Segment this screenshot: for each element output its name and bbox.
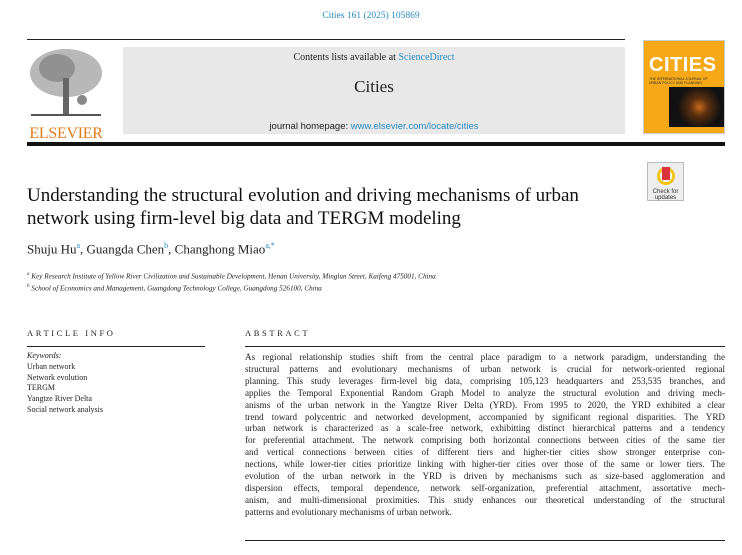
article-title: Understanding the structural evolution and driving mechanisms of urban network using firm-level big data and TERGM modeling [27,185,579,229]
check-for-updates-button[interactable] [647,162,684,201]
divider [27,39,625,40]
journal-title: Cities [354,77,394,96]
keyword: Network evolution [27,372,88,382]
check-updates-label: Check for updates [652,189,679,201]
affiliation-mark[interactable]: b [164,241,169,250]
abstract-line: planning. This study leverages firm-level big data, comprising 105,123 headquarters and 253,535 branches, and [245,375,725,386]
elsevier-logo [27,48,105,142]
journal-cover[interactable] [643,40,725,134]
homepage-label: journal homepage: [269,121,351,132]
keyword: Social network analysis [27,404,103,414]
abstract-line: evolution of the urban network in the YRD is driven by mechanisms such as size-based agglomeration and [245,471,725,482]
affiliation-text: Key Research Institute of Yellow River Civilization and Sustainable Development, Henan University, Minglun Street, Kaifeng 475001, China [31,272,436,281]
author-list: Shuju Hu$^a$, Guangda Chen$^b$, Changhong Miao$^{a,*}$ [27,241,275,257]
article-info-heading: ARTICLE INFO [27,328,116,338]
sciencedirect-link[interactable]: ScienceDirect [398,52,455,63]
abstract-text [245,352,725,519]
keyword: Urban network [27,361,76,371]
abstract-line: patterns and evolutionary mechanisms of urban network. [245,506,452,517]
abstract-line: nections, while lower-tier cities prioritize linking with higher-tier cities over those of the same or lower tiers. The [245,459,725,470]
keyword: Yangtze River Delta [27,394,92,404]
keyword: TERGM [27,383,55,393]
bookmark-icon [656,165,676,187]
contents-label: Contents lists available at [293,52,399,63]
affiliation-mark[interactable]: a,* [265,241,275,250]
abstract-line: As regional relationship studies shift from the central place paradigm to a network paradigm, understanding the [245,352,725,362]
abstract-heading: ABSTRACT [245,328,311,338]
abstract-line: and vertical connections between cities of different tiers and higher-tier cities show stronger enterprise con- [245,447,725,458]
abstract-line: structural patterns and evolutionary mechanisms of urban network is crucial for network-oriented regional [245,363,725,374]
homepage-link[interactable]: www.elsevier.com/locate/cities [350,121,479,132]
cover-subtitle: THE INTERNATIONAL JOURNAL OF URBAN POLICY AND PLANNING [649,77,708,85]
divider [27,346,205,347]
abstract-line: anism, and multi-dimensional proximities. This study enhances our theoretical understanding of the structural [245,494,725,505]
author-name[interactable]: Guangda Chen [86,241,165,257]
affiliation-mark: a [27,272,30,277]
abstract-line: urban network is characterized as a scale-free network, exhibitting distinct hierarchical patterns and a tendency [245,423,725,434]
affiliation-mark: b [27,284,30,289]
contents-line [123,52,625,63]
affiliation [27,272,436,280]
abstract-line: trend toward polycentric and networked development, accompanied by significant regional disparities. The YRD [245,411,725,422]
cover-image [669,87,724,127]
divider [245,346,725,347]
keywords-label: Keywords: [27,351,62,360]
journal-banner [123,47,625,134]
abstract-line: anisms of the urban network in the Yangtze River Delta (YRD). From 1995 to 2020, the YRD exhibited a clear [245,399,725,410]
publisher-name: ELSEVIER [29,125,103,142]
citation-link[interactable]: Cities 161 (2025) 105869 [322,11,420,21]
homepage-line [123,121,625,132]
elsevier-tree-icon [27,48,105,118]
abstract-line: applies the Temporal Exponential Random Graph Model to analyze the structural evolution and driving mech- [245,387,725,398]
keywords [27,351,103,416]
affiliation-mark[interactable]: a [76,241,81,250]
divider [245,540,725,541]
author-name[interactable]: Changhong Miao [174,241,266,257]
affiliation [27,284,322,292]
cover-title: CITIES [649,54,717,76]
thick-divider [27,142,725,146]
abstract-line: dispersion effects, temporal dependence, network self-organization, preferential attachment, assortative mech- [245,482,725,493]
author-name[interactable]: Shuju Hu [27,241,77,257]
affiliation-text: School of Economics and Management, Guangdong Technology College, Guangdong 526100, China [31,284,322,293]
abstract-line: for preferential attachment. The network comprising both horizontal connections between cities of the same tier [245,435,725,446]
